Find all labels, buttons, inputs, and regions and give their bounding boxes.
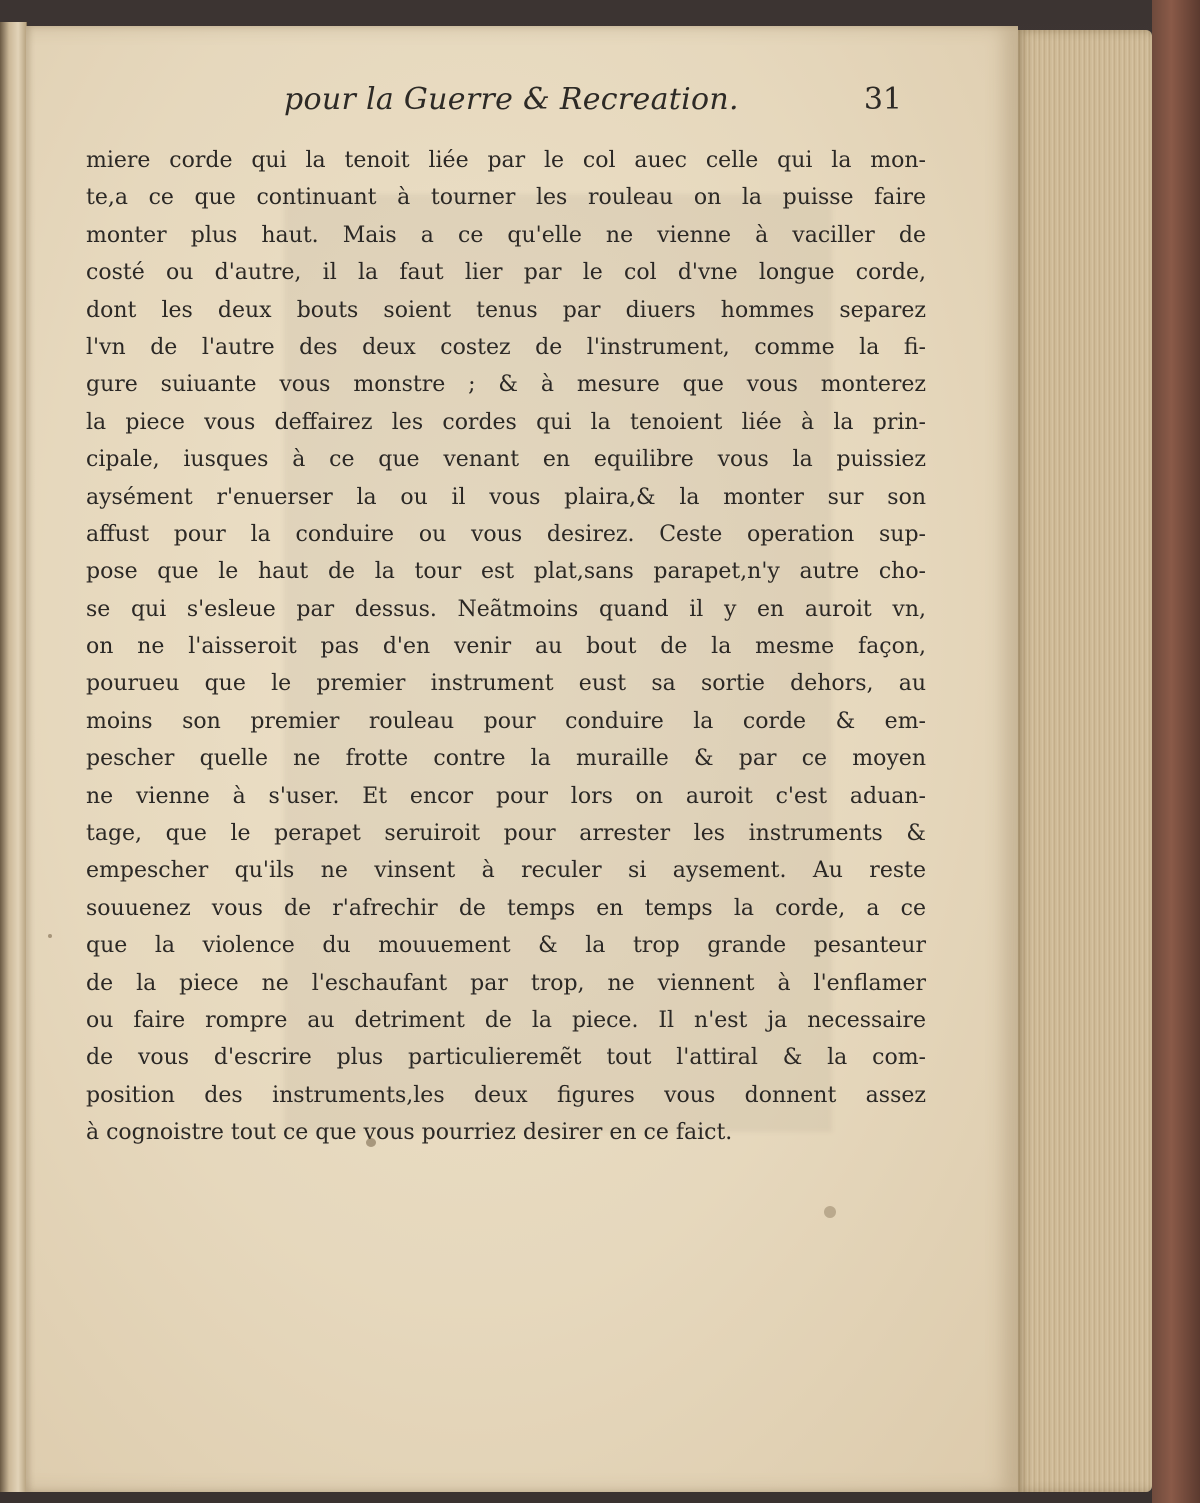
text-line: se qui s'esleue par dessus. Neãtmoins quand il y en auroit vn, bbox=[86, 596, 926, 622]
text-line: tage, que le perapet seruiroit pour arrester les instruments & bbox=[86, 821, 926, 847]
page-block-edges bbox=[1016, 30, 1152, 1492]
text-line: te,a ce que continuant à tourner les rouleau on la puisse faire bbox=[86, 185, 926, 211]
text-line: pourueu que le premier instrument eust sa sortie dehors, au bbox=[86, 671, 926, 697]
text-line: dont les deux bouts soient tenus par diuers hommes separez bbox=[86, 297, 926, 323]
page-number: 31 bbox=[863, 82, 902, 117]
text-line: affust pour la conduire ou vous desirez. Ceste operation sup- bbox=[86, 521, 926, 547]
text-line: cipale, iusques à ce que venant en equilibre vous la puissiez bbox=[86, 447, 926, 473]
running-title: pour la Guerre & Recreation. bbox=[284, 82, 739, 117]
previous-page-edge bbox=[0, 22, 27, 1492]
text-line: miere corde qui la tenoit liée par le col auec celle qui la mon- bbox=[86, 148, 926, 173]
text-line: costé ou d'autre, il la faut lier par le col d'vne longue corde, bbox=[86, 260, 926, 286]
paper-spot bbox=[366, 1138, 376, 1147]
text-line: à cognoistre tout ce que vous pourriez desirer en ce faict. bbox=[86, 1120, 733, 1146]
paper-spot bbox=[824, 1206, 836, 1218]
text-line: aysément r'enuerser la ou il vous plaira,& la monter sur son bbox=[86, 484, 926, 510]
body-text bbox=[86, 142, 926, 1152]
paper-spot bbox=[48, 934, 52, 938]
text-line: position des instruments,les deux figures vous donnent assez bbox=[86, 1082, 926, 1108]
text-line: de la piece ne l'eschaufant par trop, ne viennent à l'enflamer bbox=[86, 970, 926, 996]
text-line: empescher qu'ils ne vinsent à reculer si aysement. Au reste bbox=[86, 858, 926, 884]
text-line: moins son premier rouleau pour conduire la corde & em- bbox=[86, 708, 926, 734]
text-line: pescher quelle ne frotte contre la muraille & par ce moyen bbox=[86, 746, 926, 772]
text-line: ne vienne à s'user. Et encor pour lors on auroit c'est aduan- bbox=[86, 783, 926, 809]
running-head bbox=[82, 78, 902, 134]
text-line: la piece vous deffairez les cordes qui la tenoient liée à la prin- bbox=[86, 409, 926, 435]
text-line: l'vn de l'autre des deux costez de l'instrument, comme la fi- bbox=[86, 334, 926, 360]
text-line: gure suiuante vous monstre ; & à mesure que vous monterez bbox=[86, 372, 926, 398]
book-page bbox=[26, 26, 1018, 1492]
text-line: ou faire rompre au detriment de la piece. Il n'est ja necessaire bbox=[86, 1007, 926, 1033]
text-line: souuenez vous de r'afrechir de temps en temps la corde, a ce bbox=[86, 895, 926, 921]
text-line: on ne l'aisseroit pas d'en venir au bout de la mesme façon, bbox=[86, 634, 926, 660]
text-line: que la violence du mouuement & la trop grande pesanteur bbox=[86, 933, 926, 959]
text-line: de vous d'escrire plus particulieremẽt tout l'attiral & la com- bbox=[86, 1045, 926, 1071]
book-cover-edge bbox=[1152, 0, 1200, 1503]
text-line: pose que le haut de la tour est plat,sans parapet,n'y autre cho- bbox=[86, 559, 926, 585]
text-line: monter plus haut. Mais a ce qu'elle ne vienne à vaciller de bbox=[86, 222, 926, 248]
